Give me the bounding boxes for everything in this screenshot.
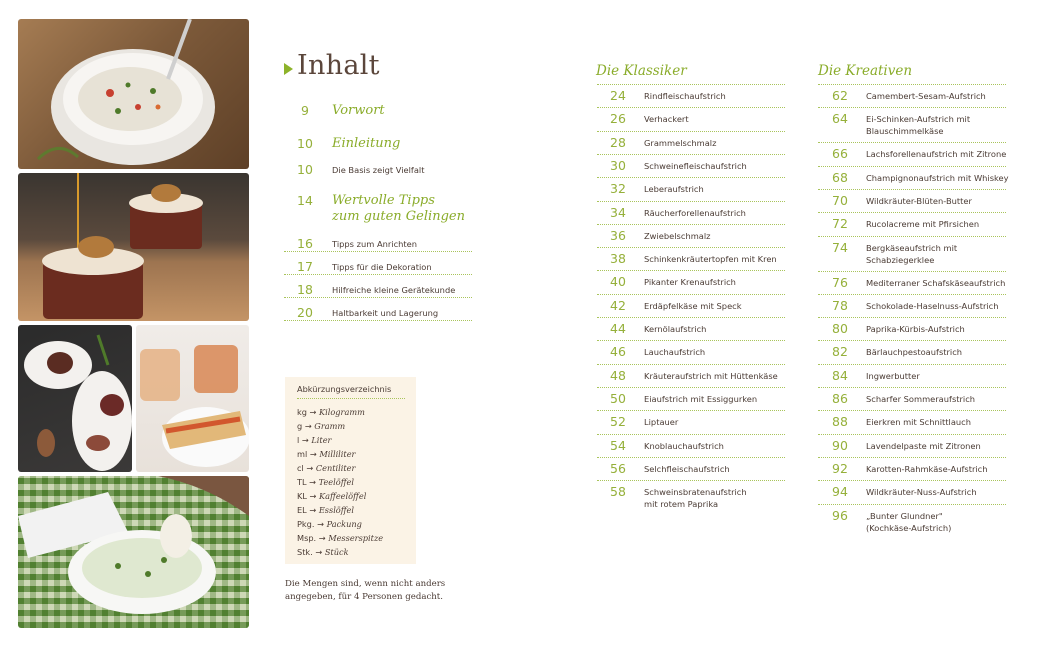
toc-entry-label: Schweinsbratenaufstrich mit rotem Paprika: [644, 487, 747, 510]
toc-page-number: 34: [610, 204, 626, 220]
divider: [597, 177, 785, 178]
toc-entry-label: Zwiebelschmalz: [644, 230, 711, 241]
toc-entry-label: Kernölaufstrich: [644, 324, 707, 334]
toc-entry-label: Schweinefleischaufstrich: [644, 160, 747, 171]
toc-page-number: 32: [610, 181, 626, 197]
toc-page-number: 84: [832, 367, 848, 383]
divider: [818, 107, 1006, 108]
toc-entry-label: Eiaufstrich mit Essiggurken: [644, 393, 758, 404]
toc-page-number: 94: [832, 484, 848, 500]
divider: [818, 340, 1006, 341]
page-title: Inhalt: [297, 50, 380, 81]
toc-page-number: 80: [832, 321, 848, 337]
abbreviation-title: Abkürzungsverzeichnis: [297, 384, 392, 394]
toc-page-number: 88: [832, 414, 848, 430]
toc-page-number: 10: [297, 136, 313, 151]
toc-page-number: 30: [610, 157, 626, 173]
toc-page-number: 86: [832, 391, 848, 406]
abbreviation-short: EL: [297, 505, 310, 515]
toc-page-number: 66: [832, 146, 848, 162]
divider: [284, 274, 472, 275]
arrow-icon: →: [309, 491, 320, 501]
toc-page-number: 96: [832, 507, 848, 523]
toc-entry-label: Die Basis zeigt Vielfalt: [332, 165, 425, 175]
divider: [597, 201, 785, 202]
divider: [284, 320, 472, 321]
toc-page-number: 68: [832, 169, 848, 185]
toc-entry-label: Verhackert: [644, 114, 689, 125]
toc-entry-label: Champignonaufstrich mit Whiskey: [866, 172, 1009, 183]
toc-entry-label: Wertvolle Tipps zum guten Gelingen: [332, 193, 465, 224]
abbreviation-item: [297, 491, 366, 501]
abbreviation-item: [297, 435, 331, 445]
toc-page-number: 64: [832, 111, 848, 127]
abbreviation-short: Msp.: [297, 533, 319, 543]
photo-plates-dark: [18, 325, 132, 472]
abbreviation-item: [297, 505, 354, 515]
abbreviation-item: [297, 477, 354, 487]
toc-page-number: 82: [832, 344, 848, 360]
toc-entry-label: Ei-Schinken-Aufstrich mit Blauschimmelkäse: [866, 114, 971, 137]
toc-entry-label: Erdäpfelkäse mit Speck: [644, 300, 742, 311]
divider: [818, 387, 1006, 388]
toc-page-number: 14: [297, 193, 313, 208]
abbreviation-meaning: Kilogramm: [319, 407, 365, 417]
toc-entry-label: Hilfreiche kleine Gerätekunde: [332, 285, 456, 295]
toc-page-number: 9: [301, 103, 309, 118]
section-heading-kreativen: Die Kreativen: [818, 63, 913, 79]
arrow-icon: →: [309, 477, 319, 487]
toc-entry-label: Eierkren mit Schnittlauch: [866, 417, 971, 428]
divider: [284, 297, 472, 298]
photo-bowl-checkered: [18, 476, 249, 628]
divider: [284, 251, 472, 252]
abbreviation-item: [297, 421, 345, 431]
divider: [818, 212, 1006, 213]
arrow-icon: →: [309, 505, 319, 515]
abbreviation-item: [297, 449, 355, 459]
divider: [818, 410, 1006, 411]
title-arrow-icon: [284, 63, 293, 75]
abbreviation-meaning: Stück: [324, 547, 349, 557]
toc-page-number: 24: [610, 88, 626, 103]
abbreviation-short: Stk.: [297, 547, 316, 557]
toc-entry-label: Rucolacreme mit Pfirsichen: [866, 219, 980, 230]
toc-page-number: 54: [610, 437, 626, 453]
toc-entry-label: Leberaufstrich: [644, 184, 704, 195]
toc-page-number: 72: [832, 216, 848, 232]
abbreviation-short: l: [297, 435, 302, 445]
divider: [597, 84, 785, 85]
arrow-icon: →: [318, 533, 329, 543]
abbreviation-meaning: Liter: [311, 435, 332, 445]
toc-entry-label: Bergkäseaufstrich mit Schabziegerklee: [866, 242, 958, 265]
toc-page-number: 52: [610, 414, 626, 430]
abbreviation-meaning: Kaffeelöffel: [319, 491, 367, 501]
toc-page-number: 10: [297, 162, 313, 177]
toc-page-number: 90: [832, 437, 848, 453]
divider: [597, 270, 785, 271]
toc-entry-label: Liptauer: [644, 417, 679, 428]
arrow-icon: →: [315, 547, 325, 557]
toc-page-number: 74: [832, 239, 848, 255]
divider: [597, 317, 785, 318]
toc-entry-label: „Bunter Glundner" (Kochkäse-Aufstrich): [866, 510, 952, 533]
toc-entry-label: Wildkräuter-Blüten-Butter: [866, 195, 972, 206]
toc-entry-label: Lavendelpaste mit Zitronen: [866, 440, 981, 451]
divider: [597, 131, 785, 132]
divider: [597, 480, 785, 481]
toc-page-number: 76: [832, 274, 848, 290]
divider: [597, 364, 785, 365]
toc-entry-label: Wildkräuter-Nuss-Aufstrich: [866, 487, 977, 498]
divider: [818, 504, 1006, 505]
toc-entry-label: Camembert-Sesam-Aufstrich: [866, 91, 986, 101]
divider: [597, 107, 785, 108]
toc-entry-label: Kräuteraufstrich mit Hüttenkäse: [644, 370, 778, 381]
divider: [818, 294, 1006, 295]
divider: [818, 434, 1006, 435]
abbreviation-short: cl: [297, 463, 307, 473]
toc-page-number: 17: [297, 259, 313, 274]
abbreviation-item: [297, 547, 349, 557]
quantity-note: Die Mengen sind, wenn nicht anders angegeben, für 4 Personen gedacht.: [285, 579, 446, 602]
toc-entry-label: Einleitung: [332, 136, 401, 151]
abbreviation-meaning: Centiliter: [315, 463, 356, 473]
abbreviation-short: kg: [297, 407, 310, 417]
toc-page-number: 62: [832, 88, 848, 103]
arrow-icon: →: [301, 435, 312, 445]
toc-page-number: 92: [832, 460, 848, 476]
abbreviation-item: [297, 519, 362, 529]
toc-page-number: 46: [610, 344, 626, 360]
toc-entry-label: Schokolade-Haselnuss-Aufstrich: [866, 300, 999, 311]
toc-page-number: 28: [610, 134, 626, 150]
abbreviation-short: ml: [297, 449, 310, 459]
divider: [818, 271, 1006, 272]
divider: [818, 480, 1006, 481]
toc-entry-label: Ingwerbutter: [866, 370, 920, 381]
toc-page-number: 78: [832, 297, 848, 313]
toc-entry-label: Tipps für die Dekoration: [332, 262, 432, 272]
toc-entry-label: Schinkenkräutertopfen mit Kren: [644, 254, 777, 265]
abbreviation-box: [285, 377, 416, 564]
toc-entry-label: Lauchaufstrich: [644, 347, 706, 358]
toc-page-number: 16: [297, 236, 313, 251]
divider: [597, 457, 785, 458]
divider: [297, 398, 405, 399]
toc-entry-label: Räucherforellenaufstrich: [644, 207, 746, 218]
toc-entry-label: Lachsforellenaufstrich mit Zitrone: [866, 149, 1007, 160]
abbreviation-item: [297, 463, 355, 473]
toc-entry-label: Grammelschmalz: [644, 137, 717, 148]
photo-ramekins: [18, 173, 249, 321]
arrow-icon: →: [309, 407, 320, 417]
abbreviation-meaning: Esslöffel: [318, 505, 355, 515]
toc-page-number: 48: [610, 367, 626, 383]
divider: [597, 410, 785, 411]
divider: [818, 142, 1006, 143]
photo-jars-bread: [136, 325, 249, 472]
section-heading-klassiker: Die Klassiker: [596, 63, 687, 79]
divider: [597, 154, 785, 155]
divider: [597, 387, 785, 388]
toc-entry-label: Bärlauchpestoaufstrich: [866, 347, 963, 358]
divider: [818, 189, 1006, 190]
toc-entry-label: Tipps zum Anrichten: [332, 239, 418, 249]
abbreviation-meaning: Gramm: [314, 421, 346, 431]
toc-page-number: 18: [297, 282, 313, 297]
toc-page-number: 26: [610, 111, 626, 127]
abbreviation-meaning: Packung: [326, 519, 362, 529]
toc-page-number: 70: [832, 192, 848, 208]
divider: [597, 294, 785, 295]
toc-page-number: 38: [610, 251, 626, 267]
arrow-icon: →: [304, 421, 315, 431]
toc-entry-label: Haltbarkeit und Lagerung: [332, 308, 439, 318]
abbreviation-meaning: Teelöffel: [318, 477, 354, 487]
divider: [818, 166, 1006, 167]
abbreviation-short: g: [297, 421, 305, 431]
photo-spread-bowl: [18, 19, 249, 169]
toc-entry-label: Pikanter Krenaufstrich: [644, 277, 736, 288]
abbreviation-item: [297, 407, 365, 417]
abbreviation-meaning: Milliliter: [319, 449, 356, 459]
divider: [597, 340, 785, 341]
arrow-icon: →: [306, 463, 316, 473]
divider: [597, 247, 785, 248]
toc-entry-label: Karotten-Rahmkäse-Aufstrich: [866, 463, 988, 474]
toc-page-number: 40: [610, 274, 626, 290]
toc-entry-label: Knoblauchaufstrich: [644, 440, 724, 451]
abbreviation-short: TL: [297, 477, 310, 487]
toc-page-number: 56: [610, 460, 626, 476]
toc-page-number: 44: [610, 321, 626, 336]
toc-entry-label: Mediterraner Schafskäseaufstrich: [866, 277, 1006, 288]
divider: [818, 457, 1006, 458]
toc-page-number: 42: [610, 297, 626, 313]
toc-page-number: 50: [610, 390, 626, 406]
toc-entry-label: Rindfleischaufstrich: [644, 91, 726, 101]
divider: [818, 317, 1006, 318]
abbreviation-short: KL: [297, 491, 310, 501]
divider: [818, 236, 1006, 237]
toc-entry-label: Selchfleischaufstrich: [644, 463, 730, 474]
abbreviation-meaning: Messerspitze: [328, 533, 384, 543]
divider: [818, 364, 1006, 365]
divider: [818, 84, 1006, 85]
divider: [597, 224, 785, 225]
arrow-icon: →: [309, 449, 320, 459]
arrow-icon: →: [317, 519, 327, 529]
toc-page-number: 20: [297, 305, 313, 320]
divider: [597, 434, 785, 435]
abbreviation-short: Pkg.: [297, 519, 318, 529]
toc-page-number: 58: [610, 484, 626, 500]
toc-entry-label: Scharfer Sommeraufstrich: [866, 394, 976, 404]
toc-entry-label: Vorwort: [332, 103, 385, 118]
toc-entry-label: Paprika-Kürbis-Aufstrich: [866, 324, 965, 335]
toc-page-number: 36: [610, 227, 626, 243]
abbreviation-item: [297, 533, 383, 543]
